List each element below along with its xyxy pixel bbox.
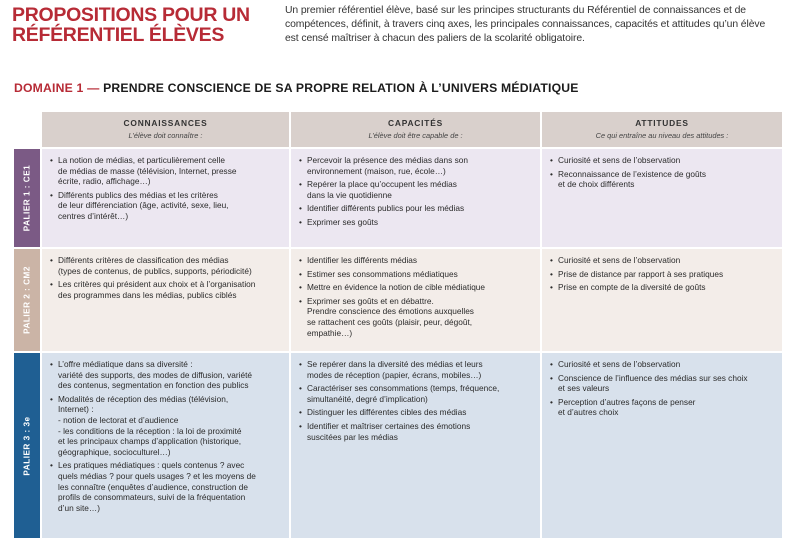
list-item: • Repérer la place qu’occupent les médias dans la vie quotidienne xyxy=(299,179,534,200)
list-item: • Exprimer ses goûts et en débattre. Prendre conscience des émotions auxquelles se rattachent ces goûts (plaisir, peur, dégoût, empathie…) xyxy=(299,296,534,338)
list-item: • Les critères qui président aux choix et à l’organisation des programmes dans les médias, publics ciblés xyxy=(50,279,283,300)
list-item: • Identifier et maîtriser certaines des émotions suscitées par les médias xyxy=(299,421,534,442)
list-item: • Curiosité et sens de l’observation xyxy=(550,359,776,370)
list-item: - notion de lectorat et d’audience xyxy=(58,414,179,425)
list-item: • Distinguer les différentes cibles des médias xyxy=(299,407,534,418)
list-item: • Conscience de l’influence des médias sur ses choix et ses valeurs xyxy=(550,373,776,394)
list-item: • Identifier différents publics pour les médias xyxy=(299,203,534,214)
list-item: • Perception d’autres façons de penser et d’autres choix xyxy=(550,397,776,418)
list-item: • Modalités de réception des médias (télévision, Internet) : xyxy=(50,394,283,415)
cell-palier-2-capacites xyxy=(291,249,540,351)
page-title: PROPOSITIONS POUR UN RÉFÉRENTIEL ÉLÈVES xyxy=(12,4,250,46)
row-label-text: PALIER 1 : CE1 xyxy=(22,164,32,232)
cell-palier-1-capacites xyxy=(291,149,540,247)
list-item: • Prise en compte de la diversité de goûts xyxy=(550,282,776,293)
cell-palier-1-connaissances xyxy=(42,149,289,247)
intro-paragraph: Un premier référentiel élève, basé sur les principes structurants du Référentiel de connaissances et de compétences, définit, à travers cinq axes, les principales connaissances, capacités et attitudes qu’un élève est censé maîtriser à chacun des paliers de la scolarité obligatoire. xyxy=(285,5,766,45)
column-header-sub: L’élève doit connaître : xyxy=(128,131,203,140)
list-item: • Curiosité et sens de l’observation xyxy=(550,255,776,266)
column-header-attitudes xyxy=(542,112,782,147)
cell-palier-2-connaissances xyxy=(42,249,289,351)
column-header-capacites xyxy=(291,112,540,147)
column-header-sub: L’élève doit être capable de : xyxy=(368,131,463,140)
row-label-palier-1 xyxy=(14,149,40,247)
row-label-palier-3 xyxy=(14,353,40,538)
column-header-sub: Ce qui entraîne au niveau des attitudes : xyxy=(595,131,729,140)
list-item: • Identifier les différents médias xyxy=(299,255,534,266)
list-item: • Différents publics des médias et les critères de leur différenciation (âge, activité, sexe, lieu, centres d’intérêt…) xyxy=(50,190,283,222)
row-label-text: PALIER 2 : CM2 xyxy=(22,266,32,334)
list-item: • Estimer ses consommations médiatiques xyxy=(299,269,534,280)
list-item: • Reconnaissance de l’existence de goûts et de choix différents xyxy=(550,169,776,190)
list-item: • La notion de médias, et particulièrement celle de médias de masse (télévision, Internet, presse écrite, radio, affichage…) xyxy=(50,155,283,187)
referentiel-table xyxy=(14,112,782,538)
column-header-label: CONNAISSANCES xyxy=(123,118,208,128)
column-header-label: ATTITUDES xyxy=(635,118,689,128)
row-label-palier-2 xyxy=(14,249,40,351)
list-item: • Se repérer dans la diversité des médias et leurs modes de réception (papier, écrans, mobiles…) xyxy=(299,359,534,380)
row-label-text: PALIER 3 : 3e xyxy=(22,415,32,476)
list-item: • Percevoir la présence des médias dans son environnement (maison, rue, école…) xyxy=(299,155,534,176)
list-item: • Exprimer ses goûts xyxy=(299,217,534,228)
list-item: • Différents critères de classification des médias (types de contenus, de publics, supports, périodicité) xyxy=(50,255,283,276)
list-item: • Mettre en évidence la notion de cible médiatique xyxy=(299,282,534,293)
domain-number: DOMAINE 1 — xyxy=(14,81,100,95)
domain-heading xyxy=(14,81,774,95)
cell-palier-2-attitudes xyxy=(542,249,782,351)
column-header-label: CAPACITÉS xyxy=(388,118,443,128)
column-header-connaissances xyxy=(42,112,289,147)
list-item: - les conditions de la réception : la loi de proximité et les principaux champs d’application (historique, géographique, socioculturel…) xyxy=(58,425,242,457)
list-item: • Les pratiques médiatiques : quels contenus ? avec quels médias ? pour quels usages ? et les moyens de les connaître (enquêtes d’audience, construction de profils de consommateurs, suivi de la fréquentation d’un site…) xyxy=(50,460,283,513)
cell-palier-1-attitudes xyxy=(542,149,782,247)
list-item: • Caractériser ses consommations (temps, fréquence, simultanéité, degré d’implication) xyxy=(299,383,534,404)
domain-name: PRENDRE CONSCIENCE DE SA PROPRE RELATION À L’UNIVERS MÉDIATIQUE xyxy=(99,81,579,95)
list-item: • Prise de distance par rapport à ses pratiques xyxy=(550,269,776,280)
list-item: • L’offre médiatique dans sa diversité : variété des supports, des modes de diffusion, variété des contenus, segmentation en fonction des publics xyxy=(50,359,283,391)
cell-palier-3-attitudes xyxy=(542,353,782,538)
cell-palier-3-capacites xyxy=(291,353,540,538)
list-item: • Curiosité et sens de l’observation xyxy=(550,155,776,166)
cell-palier-3-connaissances xyxy=(42,353,289,538)
